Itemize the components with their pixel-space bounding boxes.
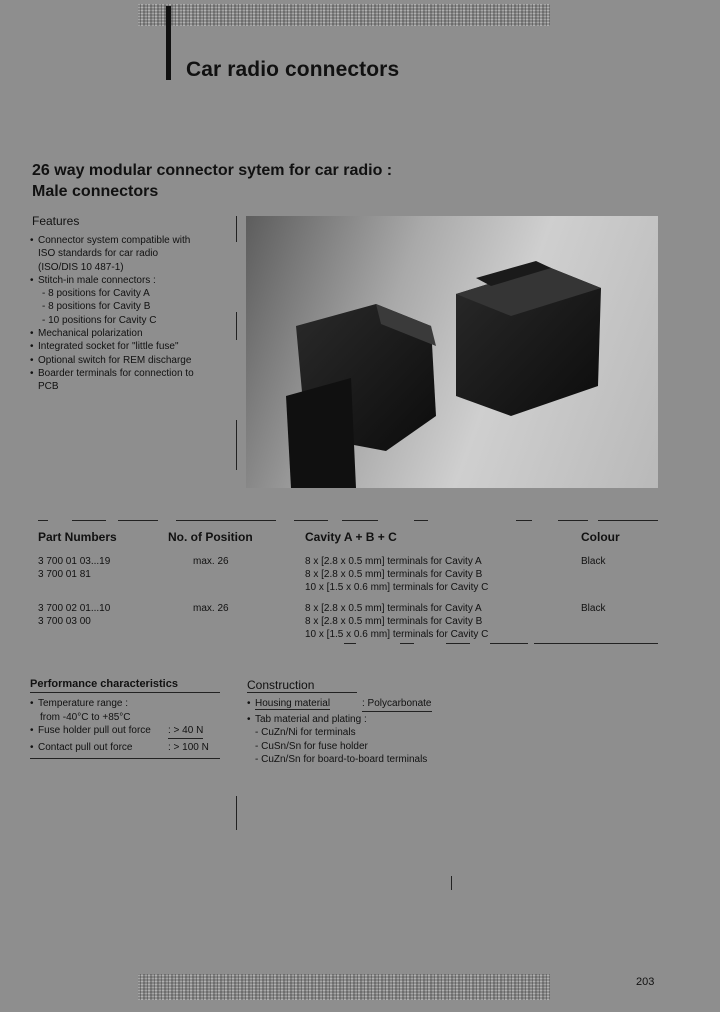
feature-item: (ISO/DIS 10 487-1) <box>38 261 124 273</box>
feature-item: - 10 positions for Cavity C <box>42 314 157 326</box>
table-row-2-positions: max. 26 <box>193 603 229 614</box>
feature-item: • Integrated socket for "little fuse" <box>30 340 230 353</box>
performance-list <box>30 697 230 754</box>
bullet: • <box>247 698 251 709</box>
construction-item <box>247 697 507 711</box>
performance-item <box>30 741 230 755</box>
fuse-label: Fuse holder pull out force <box>38 725 151 736</box>
housing-value: : Polycarbonate <box>362 697 432 712</box>
margin-rule <box>236 216 237 242</box>
fuse-value: : > 40 N <box>168 724 203 739</box>
cavity-line: 8 x [2.8 x 0.5 mm] terminals for Cavity B <box>305 616 483 627</box>
feature-item: • Connector system compatible with <box>30 234 230 247</box>
table-row-2-cavity <box>305 602 488 641</box>
section-title-line2: Male connectors <box>32 183 159 200</box>
cavity-line: 8 x [2.8 x 0.5 mm] terminals for Cavity B <box>305 569 483 580</box>
table-row-2-parts <box>38 602 110 628</box>
page-title: Car radio connectors <box>186 58 400 81</box>
connector-photo-image <box>246 216 658 488</box>
table-row-1-parts <box>38 555 110 581</box>
tab-material-item: - CuZn/Ni for terminals <box>255 727 356 738</box>
feature-item: • Mechanical polarization <box>30 327 230 340</box>
margin-rule <box>236 420 237 470</box>
features-heading: Features <box>32 214 80 228</box>
features-list <box>30 234 230 394</box>
bullet: • <box>247 713 251 725</box>
tab-material-item: - CuSn/Sn for fuse holder <box>255 740 368 752</box>
cavity-line: 10 x [1.5 x 0.6 mm] terminals for Cavity C <box>305 582 489 593</box>
header-positions: No. of Position <box>168 530 253 544</box>
section-title <box>32 160 392 202</box>
feature-item: ISO standards for car radio <box>38 248 159 260</box>
contact-label: Contact pull out force <box>38 741 133 753</box>
performance-item <box>30 697 230 711</box>
feature-item: • Stitch-in male connectors : <box>30 274 230 287</box>
cavity-line: 10 x [1.5 x 0.6 mm] terminals for Cavity C <box>305 629 489 640</box>
header-cavity: Cavity A + B + C <box>305 530 397 544</box>
tab-label: Tab material and plating : <box>255 713 367 725</box>
construction-item <box>247 713 507 727</box>
table-bottom-rule <box>344 643 356 644</box>
performance-item <box>30 724 230 738</box>
housing-label: Housing material <box>255 698 331 709</box>
performance-bottom-rule <box>30 758 220 759</box>
section-title-line1: 26 way modular connector sytem for car radio : <box>32 162 393 179</box>
header-colour: Colour <box>581 530 620 544</box>
tab-material-item: - CuZn/Sn for board-to-board terminals <box>255 754 428 765</box>
connector-photo <box>246 216 658 488</box>
feature-item: - 8 positions for Cavity B <box>42 301 151 313</box>
scan-noise-bottom <box>138 974 550 1000</box>
performance-rule <box>30 692 220 693</box>
construction-rule <box>247 692 357 693</box>
table-row-1-positions: max. 26 <box>193 556 229 567</box>
header-part-numbers: Part Numbers <box>38 530 117 544</box>
bullet: • <box>30 698 34 709</box>
bullet: • <box>30 741 34 753</box>
cavity-line: 8 x [2.8 x 0.5 mm] terminals for Cavity A <box>305 556 482 567</box>
feature-item: • Optional switch for REM discharge <box>30 354 230 367</box>
part-number: 3 700 03 00 <box>38 616 91 627</box>
part-number: 3 700 01 03...19 <box>38 556 111 567</box>
table-row-2-colour: Black <box>581 603 606 614</box>
margin-rule <box>236 312 237 340</box>
construction-heading: Construction <box>247 678 315 692</box>
feature-item: PCB <box>38 381 59 393</box>
construction-list <box>247 697 507 767</box>
title-accent-bar <box>166 6 171 80</box>
feature-item: - 8 positions for Cavity A <box>42 288 150 300</box>
table-row-1-cavity <box>305 555 488 594</box>
part-number: 3 700 01 81 <box>38 569 91 580</box>
cavity-line: 8 x [2.8 x 0.5 mm] terminals for Cavity A <box>305 603 482 614</box>
page-number: 203 <box>636 976 655 988</box>
performance-heading: Performance characteristics <box>30 678 178 690</box>
part-number: 3 700 02 01...10 <box>38 603 111 614</box>
temp-label: Temperature range : <box>38 698 129 709</box>
margin-rule <box>236 796 237 830</box>
temp-value: from -40°C to +85°C <box>40 711 131 723</box>
table-row-1-colour: Black <box>581 556 606 567</box>
table-top-rule <box>32 520 658 521</box>
margin-rule <box>451 876 452 890</box>
feature-item: • Boarder terminals for connection to <box>30 367 230 380</box>
bullet: • <box>30 725 34 736</box>
scan-noise-top <box>138 4 550 26</box>
contact-value: : > 100 N <box>168 741 209 753</box>
